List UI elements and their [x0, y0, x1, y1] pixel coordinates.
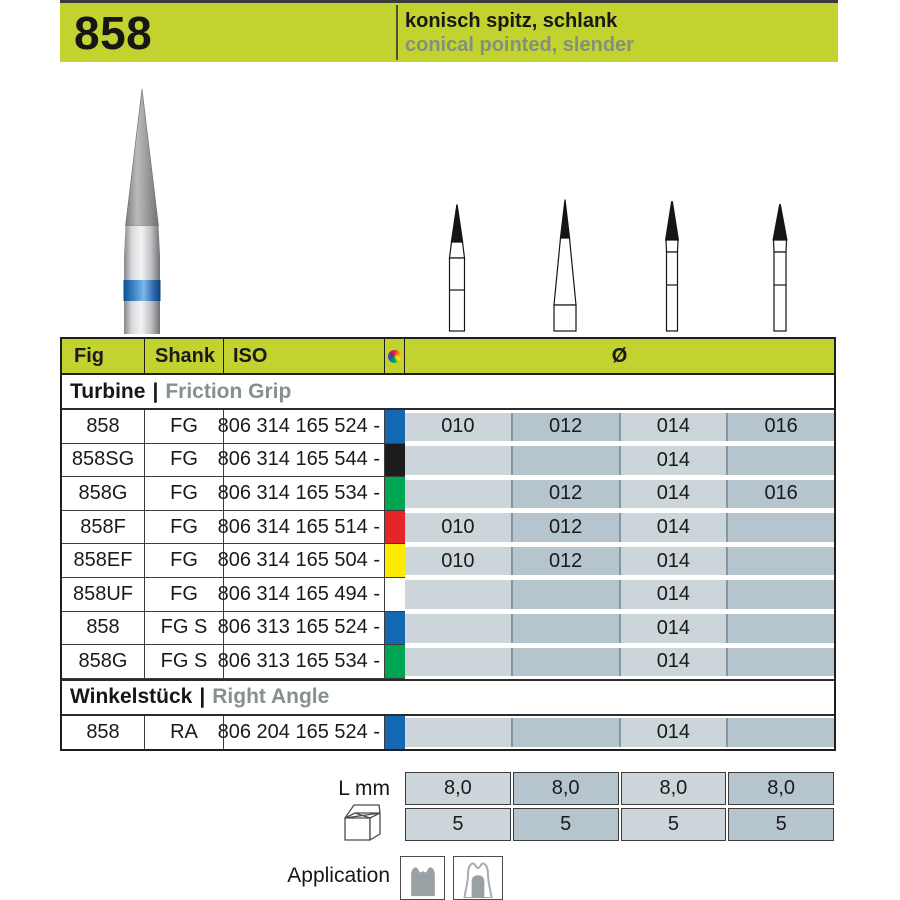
cell-shank: FG	[145, 578, 224, 611]
cell-size	[726, 648, 834, 677]
cell-fig: 858F	[62, 511, 145, 544]
section-label-de: Turbine	[70, 379, 146, 403]
cell-iso: 806 313 165 534 -	[224, 645, 385, 678]
cell-shank: FG	[145, 410, 224, 443]
table-row	[62, 477, 834, 511]
cell-size	[405, 648, 511, 677]
cell-fig: 858UF	[62, 578, 145, 611]
cell-shank: RA	[145, 716, 224, 750]
cell-size: 010	[405, 513, 511, 542]
cell-size	[726, 547, 834, 576]
cell-fig: 858	[62, 716, 145, 750]
cell-size: 014	[619, 446, 727, 475]
grit-color-swatch	[385, 645, 405, 678]
title-german: konisch spitz, schlank	[405, 10, 618, 32]
cell-size: 014	[619, 480, 727, 509]
table-row	[62, 544, 834, 578]
pack-quantity-row	[405, 808, 834, 841]
bur-drawing-014	[650, 198, 694, 333]
cell-size	[726, 446, 834, 475]
header-divider	[396, 5, 398, 60]
color-wheel-icon	[388, 350, 401, 363]
cell-size	[726, 718, 834, 747]
cell-iso: 806 204 165 524 -	[224, 716, 385, 750]
application-icon-box	[453, 856, 503, 900]
cell-size: 012	[511, 513, 619, 542]
cell-size	[726, 614, 834, 643]
section-header-right-angle	[62, 679, 834, 716]
section-separator: |	[199, 685, 206, 709]
grit-color-swatch	[385, 477, 405, 510]
cell-size	[511, 648, 619, 677]
pack-quantity: 5	[405, 808, 511, 841]
column-header-fig: Fig	[62, 339, 145, 373]
dimensions-table	[405, 772, 834, 844]
table-row	[62, 612, 834, 646]
cell-size	[405, 718, 511, 747]
length-row	[405, 772, 834, 805]
table-row	[62, 444, 834, 478]
table-row	[62, 645, 834, 679]
table-row	[62, 410, 834, 444]
package-box-icon	[334, 801, 388, 843]
section-separator: |	[152, 379, 159, 403]
cell-size	[405, 580, 511, 609]
section-label-en: Friction Grip	[165, 379, 292, 403]
grit-color-swatch	[385, 444, 405, 477]
table-row	[62, 716, 834, 750]
cell-size: 014	[619, 513, 727, 542]
cell-size	[511, 446, 619, 475]
length-value: 8,0	[405, 772, 511, 805]
grit-color-swatch	[385, 410, 405, 443]
tooth-prep-icon	[455, 858, 501, 898]
cell-size: 016	[726, 480, 834, 509]
length-value: 8,0	[728, 772, 834, 805]
cell-size: 014	[619, 580, 727, 609]
grit-color-swatch	[385, 544, 405, 577]
cell-iso: 806 313 165 524 -	[224, 612, 385, 645]
cell-size: 010	[405, 547, 511, 576]
column-header-iso: ISO	[224, 339, 385, 373]
cell-fig: 858	[62, 612, 145, 645]
bur-drawing-010	[435, 198, 479, 333]
bur-photo	[112, 84, 172, 336]
product-table	[60, 337, 836, 751]
table-header-row	[62, 339, 834, 375]
cell-fig: 858G	[62, 477, 145, 510]
section-label-de: Winkelstück	[70, 685, 193, 709]
table-row	[62, 578, 834, 612]
cell-size: 014	[619, 547, 727, 576]
tooth-crown-icon	[402, 858, 444, 898]
grit-color-swatch	[385, 612, 405, 645]
header-band	[60, 3, 838, 62]
section-label-en: Right Angle	[212, 685, 330, 709]
cell-size	[511, 614, 619, 643]
cell-iso: 806 314 165 524 -	[224, 410, 385, 443]
cell-size: 010	[405, 413, 511, 442]
cell-size	[405, 446, 511, 475]
length-label: L mm	[338, 777, 390, 800]
application-label: Application	[287, 864, 390, 887]
pack-quantity: 5	[728, 808, 834, 841]
cell-size	[511, 718, 619, 747]
cell-iso: 806 314 165 504 -	[224, 544, 385, 577]
grit-color-swatch	[385, 511, 405, 544]
cell-size: 014	[619, 718, 727, 747]
cell-iso: 806 314 165 534 -	[224, 477, 385, 510]
cell-size: 012	[511, 547, 619, 576]
cell-iso: 806 314 165 514 -	[224, 511, 385, 544]
cell-fig: 858EF	[62, 544, 145, 577]
cell-fig: 858	[62, 410, 145, 443]
length-value: 8,0	[621, 772, 727, 805]
cell-size: 012	[511, 480, 619, 509]
cell-size: 014	[619, 648, 727, 677]
cell-size: 016	[726, 413, 834, 442]
title-english: conical pointed, slender	[405, 34, 634, 56]
cell-size	[405, 614, 511, 643]
cell-size: 014	[619, 413, 727, 442]
cell-size	[726, 513, 834, 542]
grit-color-swatch	[385, 578, 405, 611]
cell-shank: FG	[145, 511, 224, 544]
pack-quantity: 5	[621, 808, 727, 841]
cell-shank: FG S	[145, 612, 224, 645]
column-header-shank: Shank	[145, 339, 224, 373]
cell-iso: 806 314 165 494 -	[224, 578, 385, 611]
cell-size: 012	[511, 413, 619, 442]
cell-fig: 858G	[62, 645, 145, 678]
cell-size: 014	[619, 614, 727, 643]
table-row	[62, 511, 834, 545]
bur-drawing-016	[758, 198, 802, 333]
cell-shank: FG	[145, 544, 224, 577]
cell-size	[726, 580, 834, 609]
cell-size	[405, 480, 511, 509]
length-value: 8,0	[513, 772, 619, 805]
cell-shank: FG	[145, 477, 224, 510]
cell-fig: 858SG	[62, 444, 145, 477]
cell-size	[511, 580, 619, 609]
color-code-header	[385, 339, 405, 373]
cell-shank: FG S	[145, 645, 224, 678]
grit-color-swatch	[385, 716, 405, 750]
figure-number: 858	[74, 6, 153, 59]
section-header-turbine	[62, 375, 834, 410]
application-icon-box	[400, 856, 445, 900]
cell-iso: 806 314 165 544 -	[224, 444, 385, 477]
cell-shank: FG	[145, 444, 224, 477]
column-header-diameter: Ø	[611, 344, 628, 367]
bur-drawing-012	[543, 198, 587, 333]
pack-quantity: 5	[513, 808, 619, 841]
